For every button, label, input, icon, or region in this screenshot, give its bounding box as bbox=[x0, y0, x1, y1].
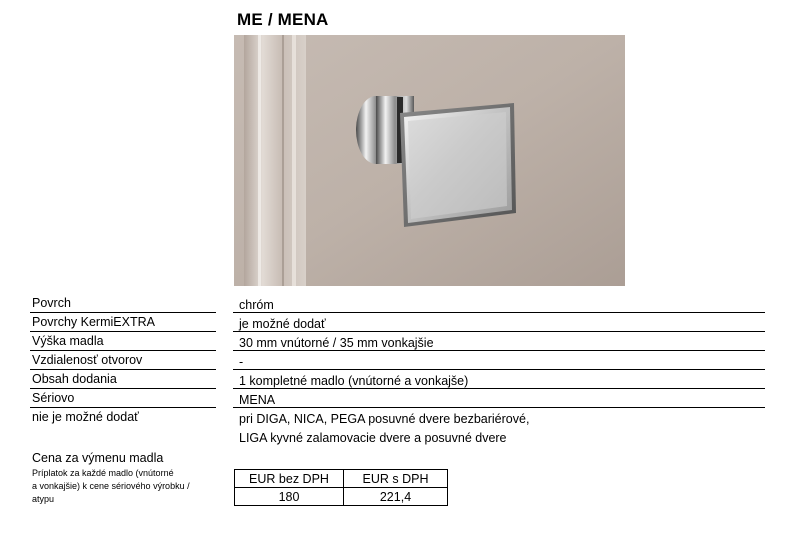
spec-label: Obsah dodania bbox=[32, 372, 117, 386]
spec-row bbox=[30, 294, 765, 313]
product-title: ME / MENA bbox=[237, 10, 329, 29]
price-note-line: atypu bbox=[32, 494, 55, 504]
price-header-row bbox=[235, 470, 448, 488]
price-table bbox=[234, 469, 448, 506]
spec-label: Sériovo bbox=[32, 391, 75, 405]
spec-row bbox=[30, 408, 765, 448]
spec-row bbox=[30, 313, 765, 332]
spec-value: - bbox=[239, 355, 244, 369]
spec-row bbox=[30, 389, 765, 408]
price-header-net: EUR bez DPH bbox=[235, 470, 344, 488]
spec-label: Výška madla bbox=[32, 334, 104, 348]
spec-row bbox=[30, 351, 765, 370]
spec-value: chróm bbox=[239, 298, 274, 312]
price-value-row bbox=[235, 488, 448, 506]
spec-row bbox=[30, 332, 765, 351]
spec-value: 30 mm vnútorné / 35 mm vonkajšie bbox=[239, 336, 434, 350]
spec-row bbox=[30, 370, 765, 389]
price-header-gross: EUR s DPH bbox=[344, 470, 448, 488]
spec-value bbox=[239, 410, 529, 447]
price-note-line: a vonkajšie) k cene sériového výrobku / bbox=[32, 481, 190, 491]
spec-value-line: pri DIGA, NICA, PEGA posuvné dvere bezbariérové, bbox=[239, 412, 530, 426]
spec-label: Vzdialenosť otvorov bbox=[32, 353, 143, 367]
price-value-net: 180 bbox=[235, 488, 344, 506]
spec-value: MENA bbox=[239, 393, 276, 407]
spec-value: 1 kompletné madlo (vnútorné a vonkajše) bbox=[239, 374, 469, 388]
price-note-line: Príplatok za každé madlo (vnútorné bbox=[32, 468, 174, 478]
spec-value-line: LIGA kyvné zalamovacie dvere a posuvné dvere bbox=[239, 430, 507, 445]
spec-value: je možné dodať bbox=[239, 317, 326, 331]
price-heading: Cena za výmenu madla bbox=[32, 451, 164, 465]
spec-label: nie je možné dodať bbox=[32, 410, 139, 424]
price-note bbox=[32, 467, 207, 506]
spec-table bbox=[30, 294, 765, 448]
product-photo bbox=[234, 35, 625, 286]
price-value-gross: 221,4 bbox=[344, 488, 448, 506]
spec-label: Povrch bbox=[32, 296, 71, 310]
spec-label: Povrchy KermiEXTRA bbox=[32, 315, 155, 329]
